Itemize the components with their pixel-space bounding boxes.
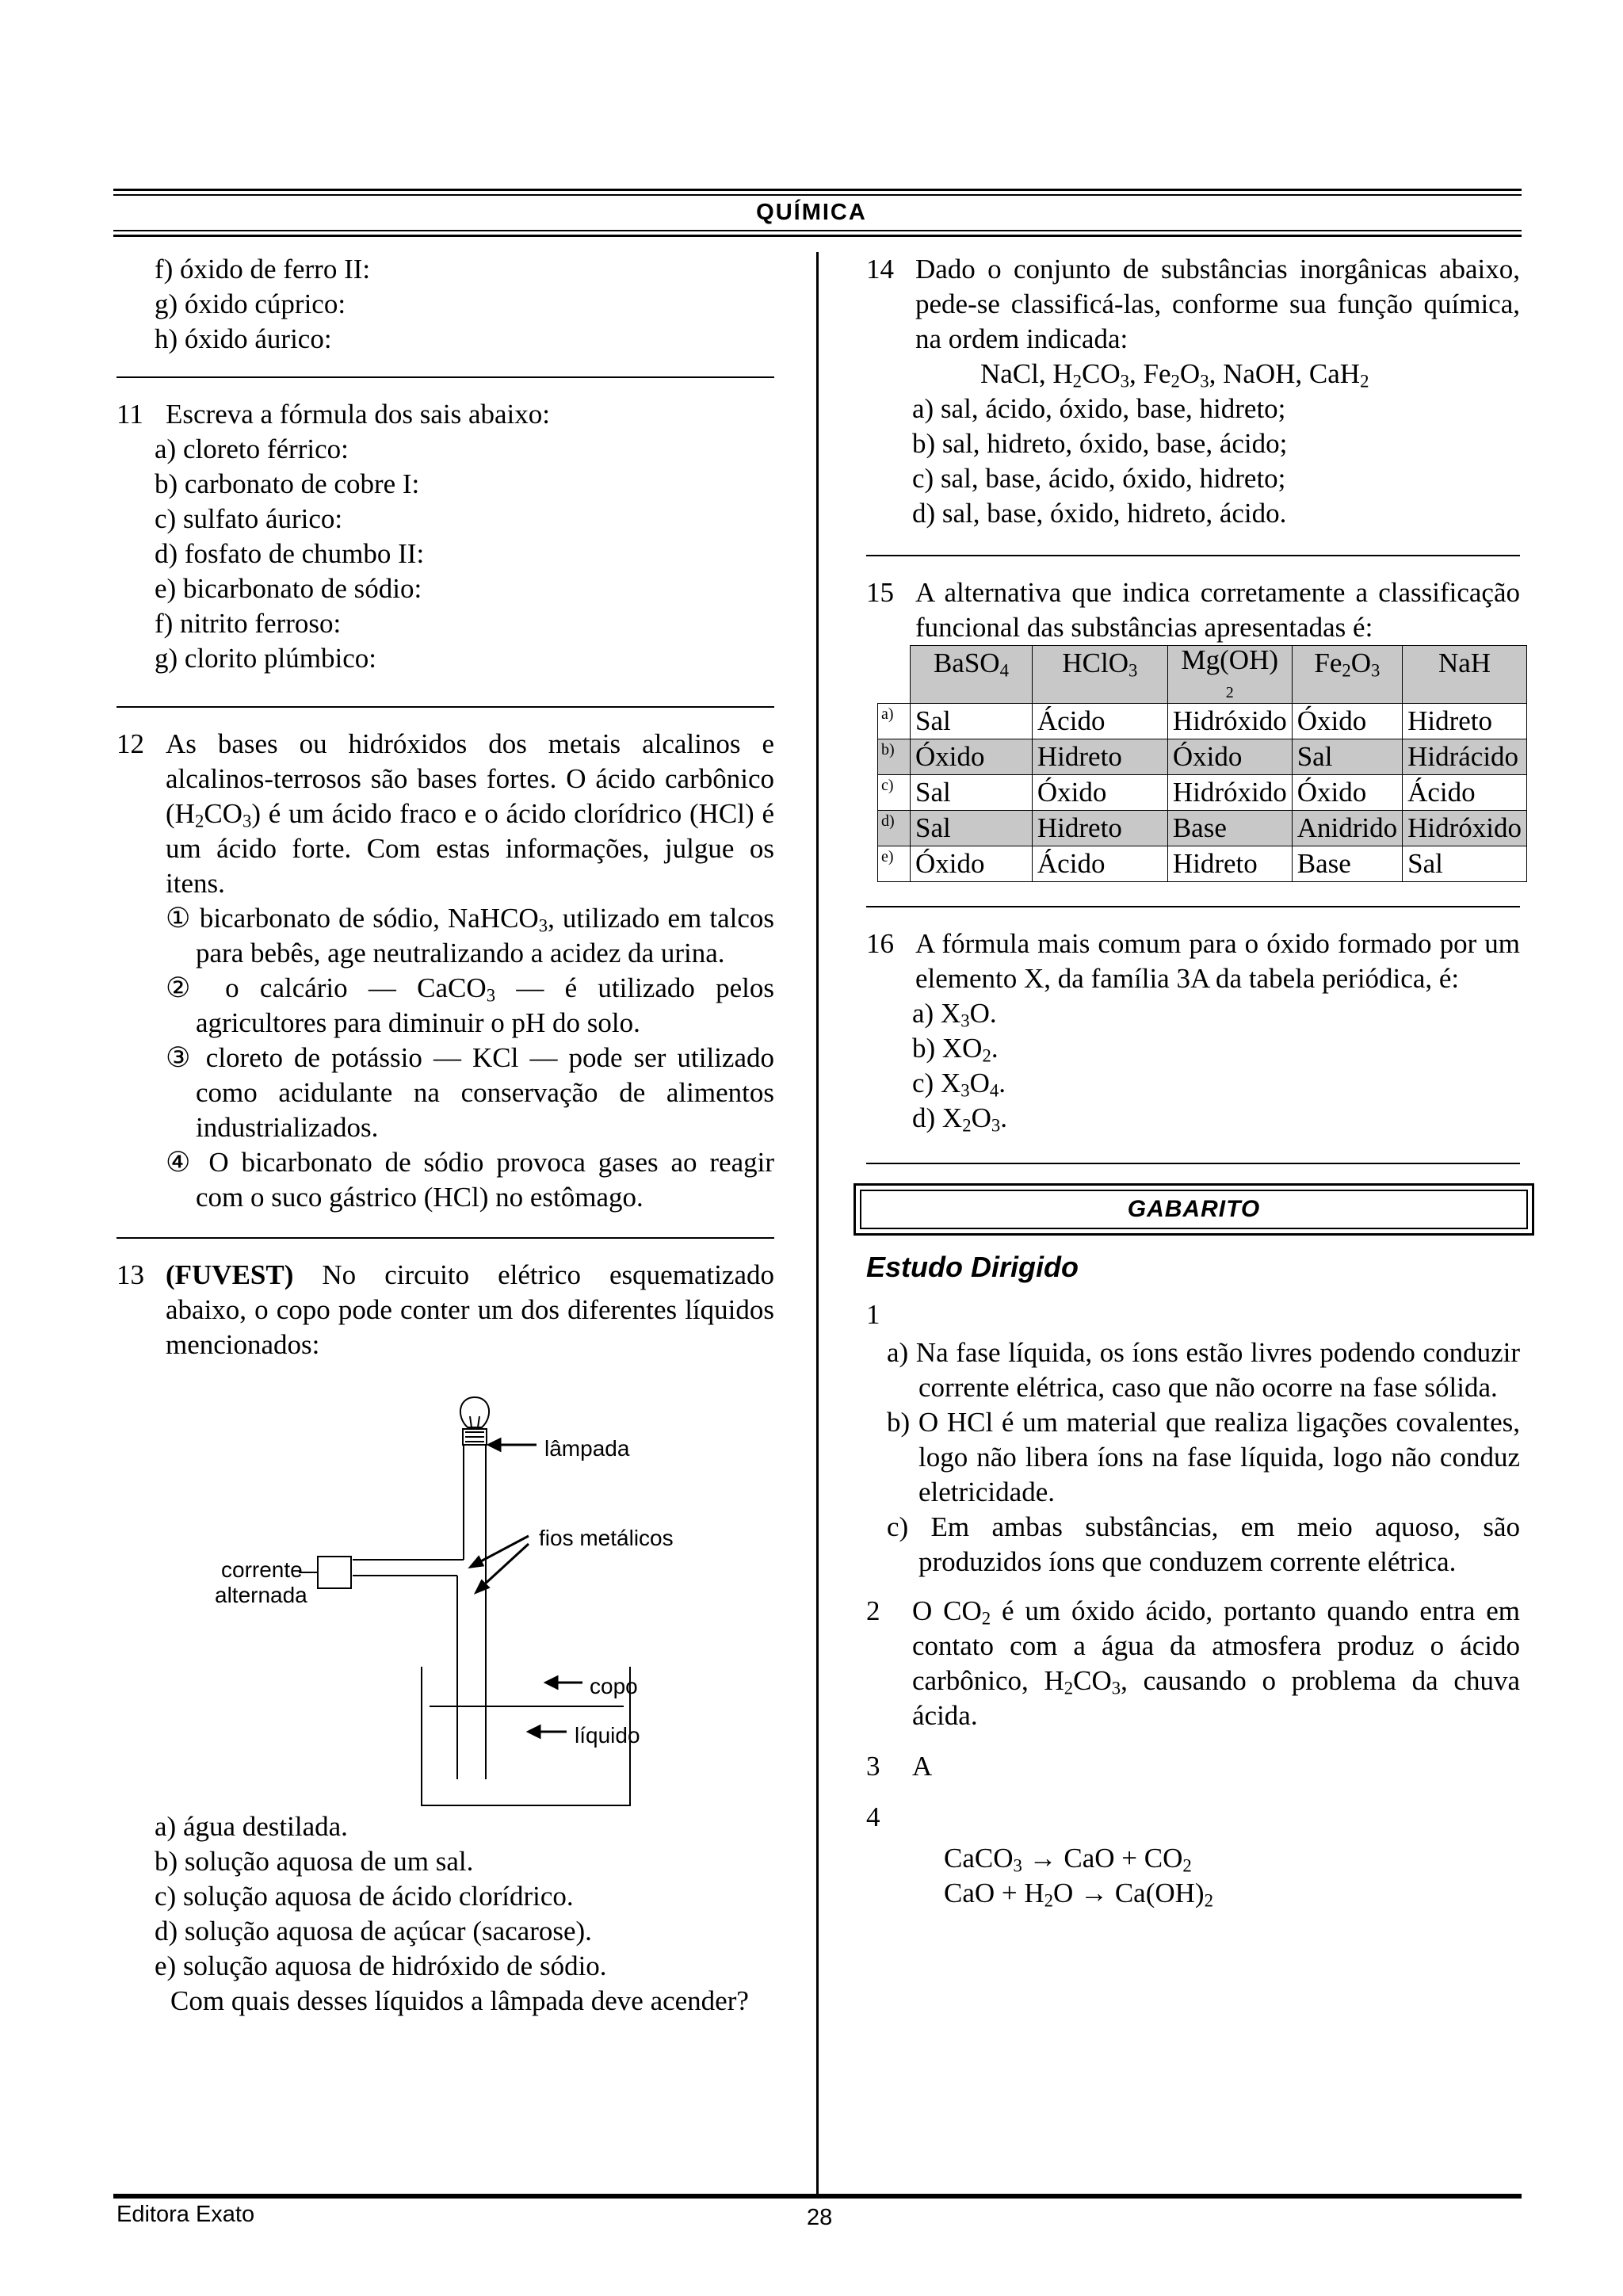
lamp-icon: [460, 1397, 489, 1445]
list-item: d) fosfato de chumbo II:: [155, 538, 425, 569]
list-item: a) $X_3O$.: [912, 998, 997, 1031]
list-item: c) $X_3O_4$.: [912, 1068, 1006, 1101]
list-item: e) solução aquosa de hidróxido de sódio.: [155, 1950, 607, 1981]
list-item: ① bicarbonato de sódio, NaHCO$_3$, utilizado em talcos para bebês, age neutralizando a acidez da urina.: [166, 903, 775, 968]
list-item: a) Na fase líquida, os íons estão livres podendo conduzir corrente elétrica, caso que não ocorre na fase sólida.: [887, 1337, 1520, 1403]
list-item: b) sal, hidreto, óxido, base, ácido;: [912, 428, 1288, 459]
footer-publisher: Editora Exato: [116, 2202, 255, 2227]
label-copo: copo: [590, 1674, 638, 1698]
list-item: g) óxido cúprico:: [155, 288, 346, 319]
answer-1: 1 a) Na fase líquida, os íons estão livres podendo conduzir corrente elétrica, caso que não ocorre na fase sólida. b) O HCl é um material que realiza ligações covalentes, logo não libera íons na fase líquida, logo não conduz eletricidade. c) Em ambas substâncias, em meio aquoso, são produzidos íons que conduzem corrente elétrica.: [866, 1297, 1520, 1580]
label-lampada: lâmpada: [544, 1436, 630, 1461]
list-item: b) O HCl é um material que realiza ligações covalentes, logo não libera íons na fase líquida, logo não conduz eletricidade.: [887, 1407, 1520, 1507]
question-13: 13 (FUVEST) No circuito elétrico esquematizado abaixo, o copo pode conter um dos diferentes líquidos mencionados: lâmpada fios metálicos corrente alternada copo líquido a) água destilada. b) solução aquosa de um sal. c) solução aquosa de ácido clorídrico. d) solução aquosa de açúcar (sacarose). e) solução aquosa de hidróxido de sódio. Com quais desses líquidos a lâmpada deve acender?: [116, 1258, 774, 2019]
list-item: ④ O bicarbonato de sódio provoca gases ao reagir com o suco gástrico (HCl) no estômago.: [166, 1147, 774, 1213]
answer-2: 2 O $CO_2$ é um óxido ácido, portanto quando entra em contato com a água da atmosfera produz o ácido carbônico, $H_2CO_3$, causando o problema da chuva ácida.: [866, 1595, 1520, 1731]
list-item: ③ cloreto de potássio — KCl — pode ser utilizado como acidulante na conservação de alimentos industrializados.: [166, 1042, 774, 1143]
list-item: a) cloreto férrico:: [155, 434, 349, 464]
label-fios: fios metálicos: [539, 1526, 674, 1550]
right-column: [866, 252, 1520, 1911]
list-item: f) óxido de ferro II:: [155, 254, 371, 285]
reaction-2: CaO + $H_2O \to Ca(OH)_2$: [944, 1878, 1213, 1911]
section-title: Estudo Dirigido: [866, 1251, 1079, 1283]
table-row: b) Óxido Hidreto Óxido Sal Hidrácido: [878, 739, 1527, 775]
label-alternada: alternada: [215, 1583, 307, 1607]
list-item: f) nitrito ferroso:: [155, 608, 342, 639]
list-item: c) Em ambas substâncias, em meio aquoso, são produzidos íons que conduzem corrente elétrica.: [887, 1511, 1520, 1577]
question-13-prompt: Com quais desses líquidos a lâmpada deve acender?: [170, 1985, 749, 2016]
page-number: 28: [807, 2205, 833, 2230]
left-column: [116, 252, 774, 2019]
footer-rule: [113, 2194, 1522, 2199]
list-item: e) bicarbonato de sódio:: [155, 573, 422, 604]
table-header-row: BaSO$_4$ HClO$_3$ Mg(OH) 2 $Fe_2O_3$ NaH: [878, 646, 1527, 704]
list-item: b) solução aquosa de um sal.: [155, 1846, 474, 1877]
question-15: 15 A alternativa que indica corretamente a classificação funcional das substâncias apresentadas é: BaSO$_4$ HClO$_3$ Mg(OH) 2 $Fe_2O_3$ NaH a) Sal Ácido Hidróxido Óxido Hidreto b) Óxido Hidreto Óxido Sal Hidrácido c) Sal Óxido Hidróxido Óxido Ácido d) Sal Hidreto Base Anidrido Hidróxido e) Óxido Ácido Hidreto Base Sal: [866, 575, 1520, 882]
table-row: e) Óxido Ácido Hidreto Base Sal: [878, 846, 1527, 882]
question-11: 11 Escreva a fórmula dos sais abaixo: a) cloreto férrico: b) carbonato de cobre I: c) sulfato áurico: d) fosfato de chumbo II: e) bicarbonato de sódio: f) nitrito ferroso: g) clorito plúmbico:: [116, 397, 774, 676]
gabarito-title: GABARITO: [860, 1190, 1528, 1229]
question-16: 16 A fórmula mais comum para o óxido formado por um elemento X, da família 3A da tabela periódica, é: a) $X_3O$. b) $XO_2$. c) $X_3O_4$. d) $X_2O_3$.: [866, 928, 1520, 1136]
answer-4: 4 CaCO$_3$ → CaO + $CO_2$ CaO + $H_2O \to Ca(OH)_2$: [866, 1800, 1520, 1911]
list-item: c) sal, base, ácido, óxido, hidreto;: [912, 463, 1286, 494]
list-item: d) solução aquosa de açúcar (sacarose).: [155, 1916, 592, 1946]
circuit-figure: [116, 1366, 774, 1809]
q10-continuation: [116, 252, 774, 357]
table-row: a) Sal Ácido Hidróxido Óxido Hidreto: [878, 704, 1527, 739]
page-header-title: QUÍMICA: [756, 200, 867, 225]
label-corrente: corrente: [221, 1557, 303, 1582]
list-item: b) carbonato de cobre I:: [155, 468, 420, 499]
classification-table: [877, 645, 1527, 882]
table-row: d) Sal Hidreto Base Anidrido Hidróxido: [878, 811, 1527, 846]
question-14: 14 Dado o conjunto de substâncias inorgânicas abaixo, pede-se classificá-las, conforme sua função química, na ordem indicada: NaCl, $H_2CO_3$, $Fe_2O_3$, NaOH, CaH$_2$ a) sal, ácido, óxido, base, hidreto; b) sal, hidreto, óxido, base, ácido; c) sal, base, ácido, óxido, hidreto; d) sal, base, óxido, hidreto, ácido.: [866, 252, 1520, 531]
gabarito-box: [854, 1183, 1534, 1236]
list-item: a) água destilada.: [155, 1811, 348, 1842]
list-item: a) sal, ácido, óxido, base, hidreto;: [912, 393, 1286, 424]
table-row: c) Sal Óxido Hidróxido Óxido Ácido: [878, 775, 1527, 811]
list-item: h) óxido áurico:: [155, 323, 332, 354]
reaction-1: CaCO$_3$ → CaO + $CO_2$: [944, 1843, 1192, 1876]
list-item: d) $X_2O_3$.: [912, 1102, 1007, 1136]
question-12: 12 As bases ou hidróxidos dos metais alcalinos e alcalinos-terrosos são bases fortes. O ácido carbônico $(H_2CO_3)$ é um ácido fraco e o ácido clorídrico (HCl) é um ácido forte. Com estas informações, julgue os itens. ① bicarbonato de sódio, NaHCO$_3$, utilizado em talcos para bebês, age neutralizando a acidez da urina. ② o calcário — CaCO$_3$ — é utilizado pelos agricultores para diminuir o pH do solo. ③ cloreto de potássio — KCl — pode ser utilizado como acidulante na conservação de alimentos industrializados. ④ O bicarbonato de sódio provoca gases ao reagir com o suco gástrico (HCl) no estômago.: [116, 727, 774, 1215]
list-item: g) clorito plúmbico:: [155, 643, 376, 674]
formula-line: NaCl, $H_2CO_3$, $Fe_2O_3$, NaOH, CaH$_2$: [980, 358, 1369, 392]
list-item: d) sal, base, óxido, hidreto, ácido.: [912, 498, 1287, 529]
list-item: b) $XO_2$.: [912, 1033, 999, 1066]
answer-3: 3 A: [866, 1751, 933, 1782]
label-liquido: líquido: [575, 1723, 640, 1748]
list-item: ② o calcário — CaCO$_3$ — é utilizado pelos agricultores para diminuir o pH do solo.: [166, 972, 774, 1038]
list-item: c) solução aquosa de ácido clorídrico.: [155, 1881, 574, 1912]
list-item: c) sulfato áurico:: [155, 503, 343, 534]
column-divider: [816, 252, 819, 2194]
